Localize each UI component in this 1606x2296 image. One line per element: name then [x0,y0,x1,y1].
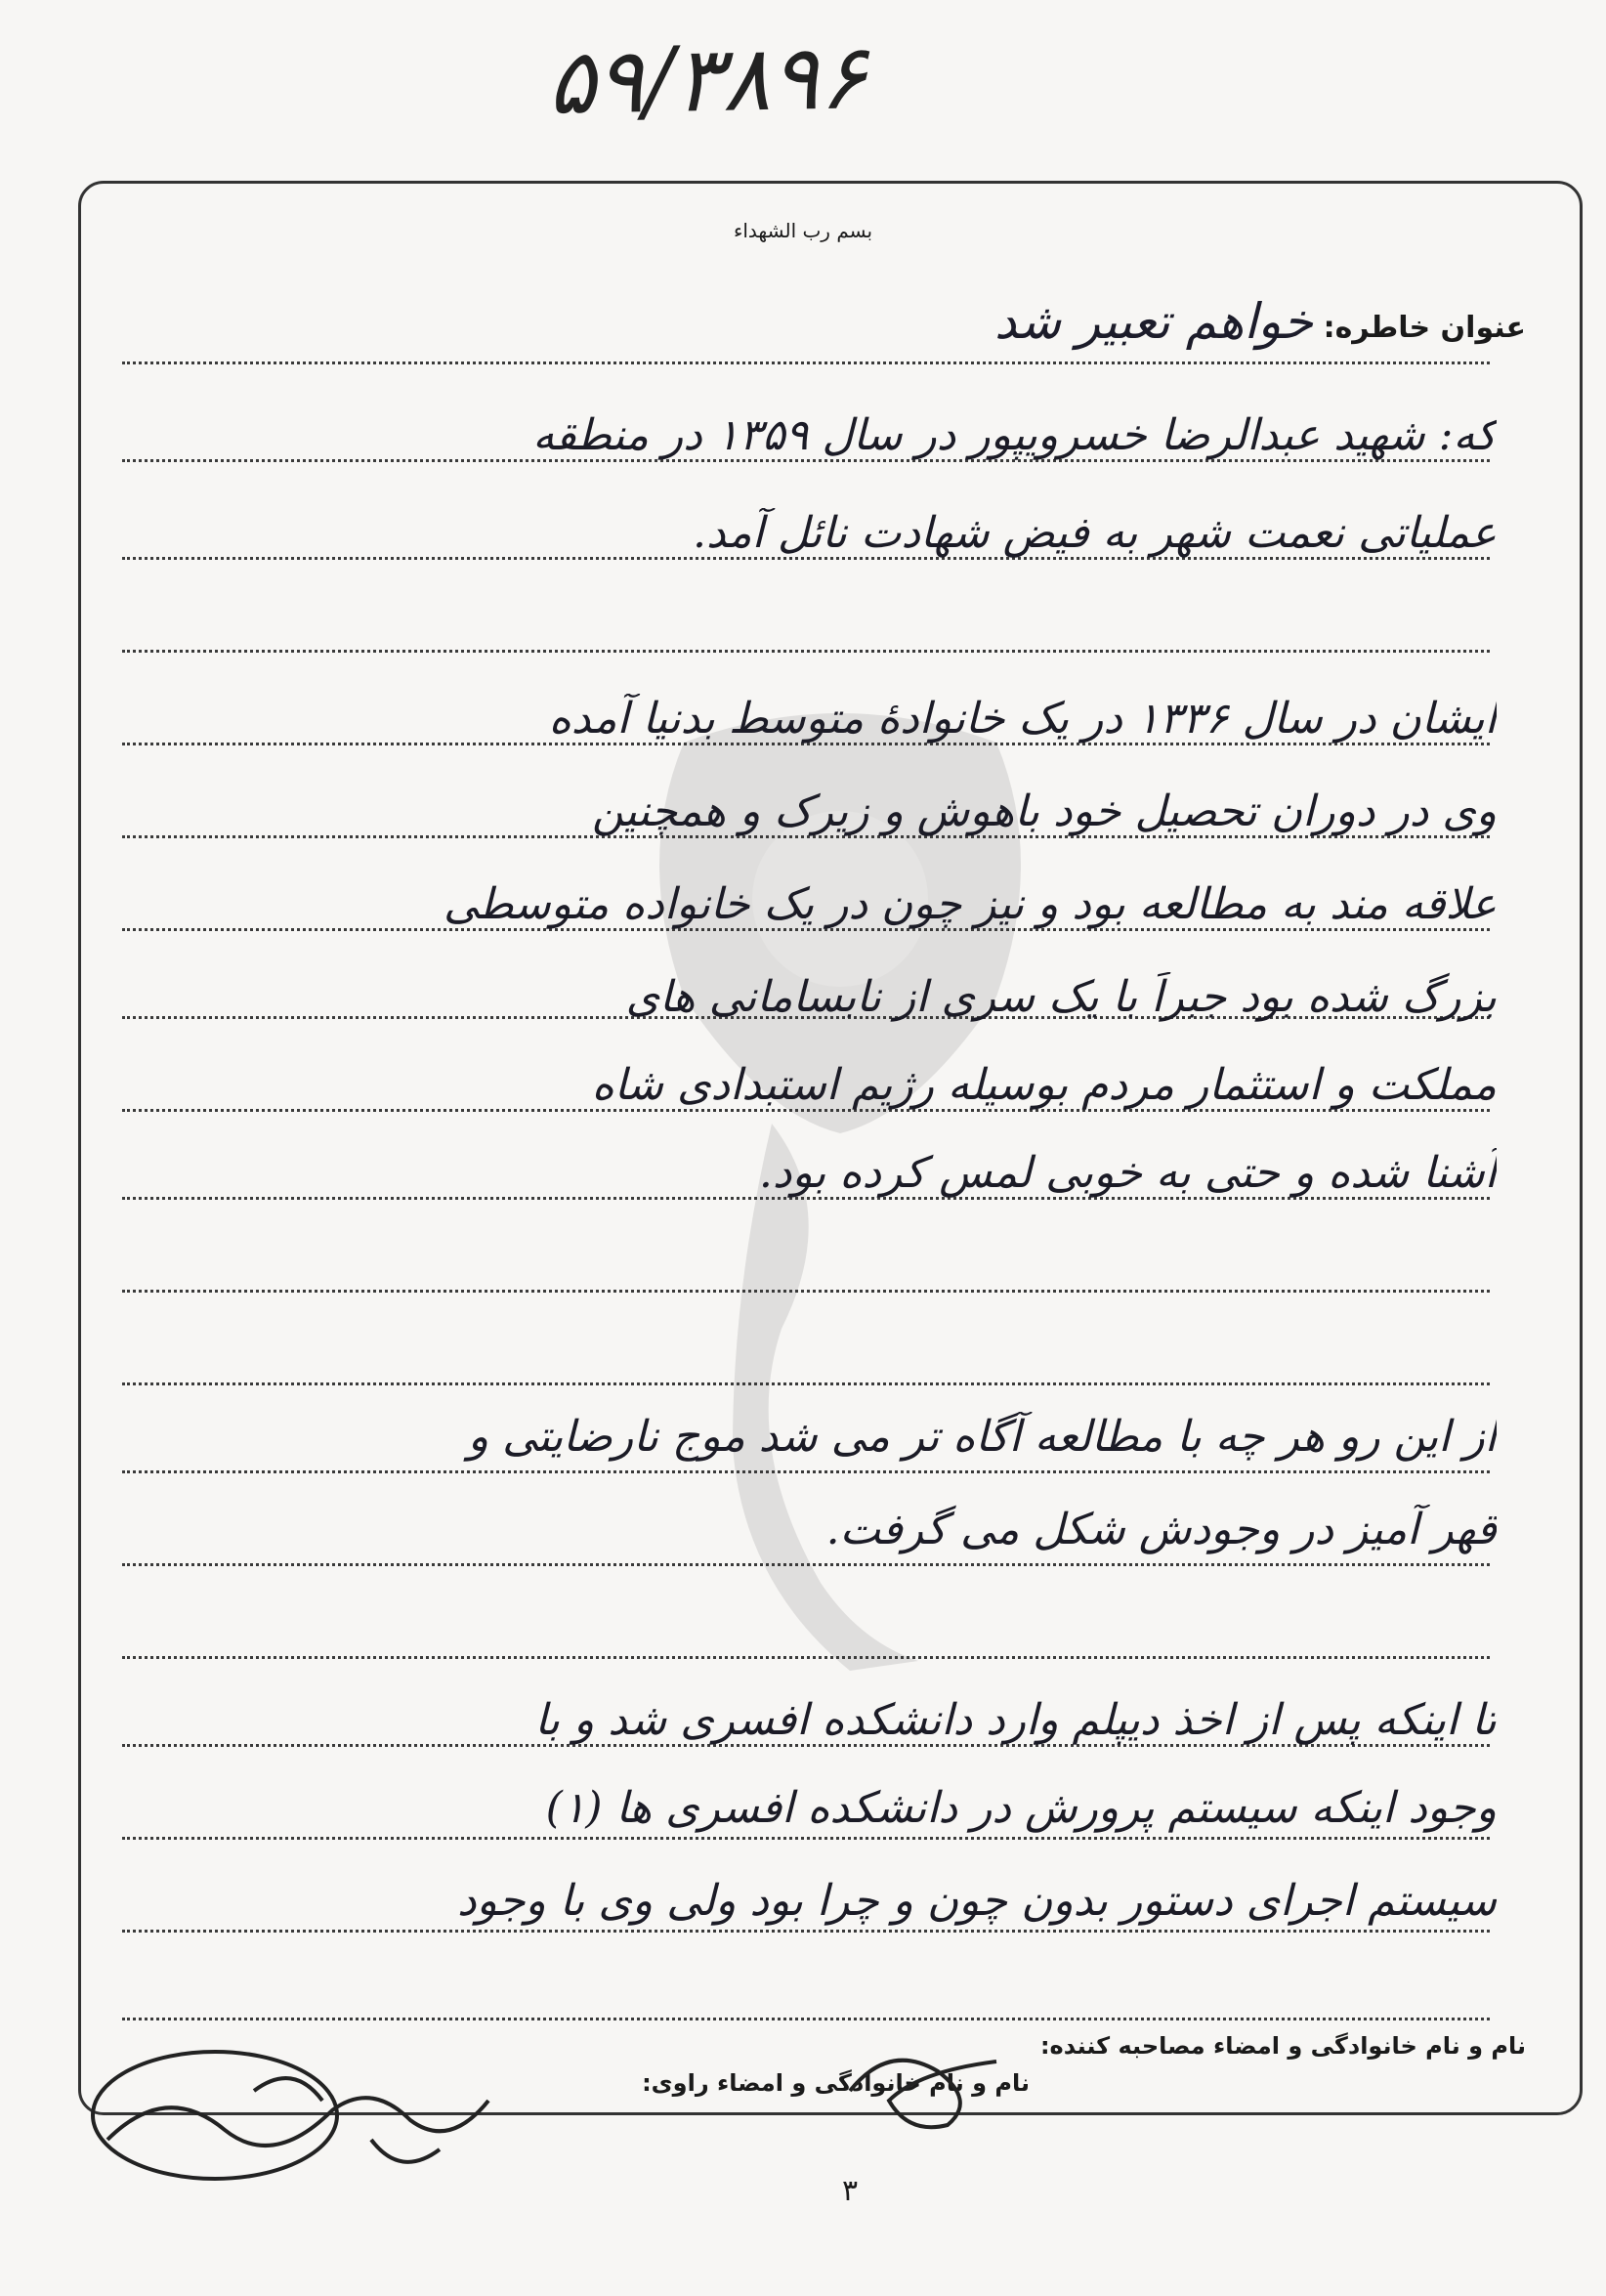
interviewer-signature-label: نام و نام خانوادگی و امضاء مصاحبه کننده: [1039,2032,1526,2060]
ruled-line [122,1563,1490,1566]
memory-title-value: خواهم تعبیر شد [993,293,1313,350]
ruled-line [122,361,1490,364]
handwritten-line: تا اینکه پس از اخذ دیپلم وارد دانشکده افسری شد و با [534,1695,1497,1745]
handwritten-line: عملیاتی نعمت شهر به فیض شهادت نائل آمد. [692,508,1497,558]
handwritten-line: قهر آمیز در وجودش شکل می گرفت. [825,1505,1497,1554]
handwritten-line: علاقه مند به مطالعه بود و نیز چون در یک خانواده متوسطی [443,879,1497,929]
document-number: ۵۹/۳۸۹۶ [546,24,868,135]
handwritten-line: آشنا شده و حتی به خوبی لمس کرده بود. [758,1148,1497,1198]
handwritten-line: بزرگ شده بود جبراً با یک سری از نابسامانی های [625,972,1497,1022]
ruled-line [122,1837,1490,1840]
handwritten-line: که: شهید عبدالرضا خسرویپور در سال ۱۳۵۹ در منطقه [532,410,1497,460]
handwritten-line: مملکت و استثمار مردم بوسیله رژیم استبدادی شاه [591,1060,1497,1110]
narrator-signature [78,2022,498,2198]
header-caption: بسم رب الشهداء [733,219,873,242]
ruled-line [122,1656,1490,1659]
ruled-line [122,1470,1490,1473]
handwritten-line: ایشان در سال ۱۳۳۶ در یک خانوادهٔ متوسط بدنیا آمده [548,694,1497,744]
handwritten-line: وی در دوران تحصیل خود باهوش و زیرک و همچنین [592,787,1497,836]
ruled-line [122,1382,1490,1385]
handwritten-line: وجود اینکه سیستم پرورش در دانشکده افسری ها (۱) [545,1783,1497,1833]
ruled-line [122,1930,1490,1933]
interviewer-signature [830,2032,1026,2140]
page-number: ۳ [842,2174,859,2208]
handwritten-line: سیستم اجرای دستور بدون چون و چرا بود ولی وی با وجود [457,1876,1497,1926]
ruled-line [122,2018,1490,2020]
handwritten-line: از این رو هر چه با مطالعه آگاه تر می شد موج نارضایتی و [467,1412,1497,1462]
memory-title-label: عنوان خاطره: [1323,311,1526,345]
narrator-signature-label: نام و نام خانوادگی و امضاء راوی: [642,2069,1030,2097]
ruled-line [122,650,1490,653]
ruled-line [122,1290,1490,1293]
